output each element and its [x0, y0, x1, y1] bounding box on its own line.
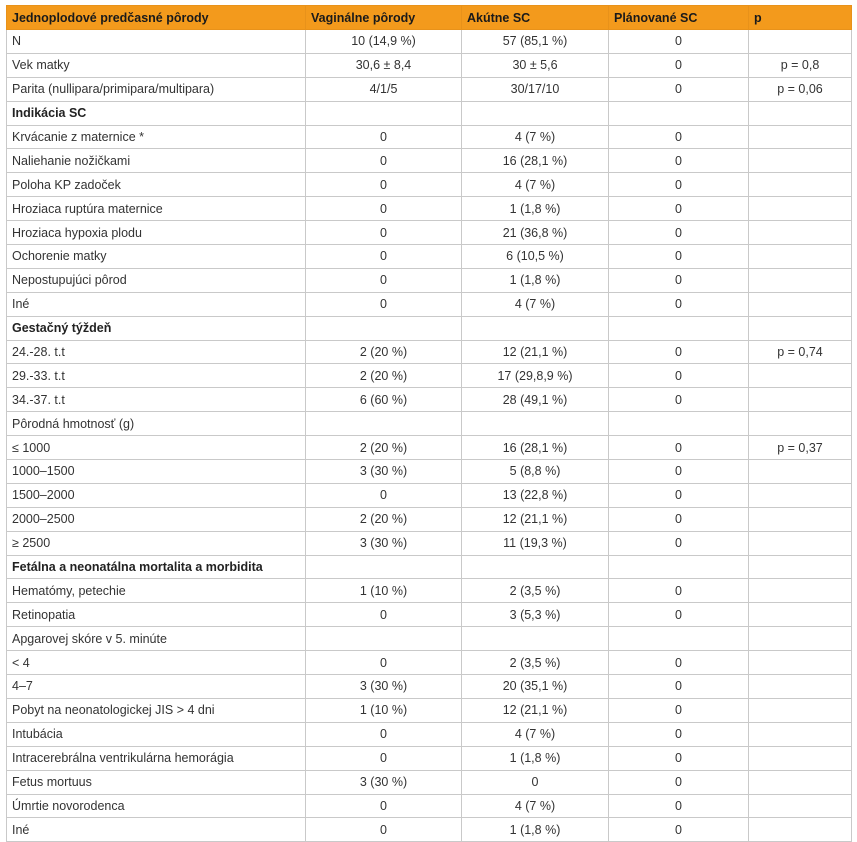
cell-acute-sc: 1 (1,8 %): [462, 746, 609, 770]
empty-cell: [609, 412, 749, 436]
cell-vaginal: 0: [306, 197, 462, 221]
cell-planned-sc: 0: [609, 483, 749, 507]
row-label: Fetus mortuus: [7, 770, 306, 794]
cell-p-value: [749, 651, 852, 675]
cell-vaginal: 0: [306, 818, 462, 842]
table-row: [7, 197, 852, 221]
empty-cell: [609, 627, 749, 651]
table-row: [7, 245, 852, 269]
cell-vaginal: 0: [306, 268, 462, 292]
cell-vaginal: 10 (14,9 %): [306, 30, 462, 54]
cell-p-value: p = 0,37: [749, 436, 852, 460]
cell-p-value: [749, 364, 852, 388]
empty-cell: [749, 101, 852, 125]
cell-acute-sc: 12 (21,1 %): [462, 507, 609, 531]
cell-acute-sc: 57 (85,1 %): [462, 30, 609, 54]
table-row: [7, 603, 852, 627]
cell-planned-sc: 0: [609, 221, 749, 245]
table-row: [7, 173, 852, 197]
cell-planned-sc: 0: [609, 77, 749, 101]
header-group: Jednoplodové predčasné pôrody: [7, 6, 306, 30]
cell-p-value: [749, 197, 852, 221]
table-row: [7, 746, 852, 770]
row-label: 1500–2000: [7, 483, 306, 507]
table-row: [7, 794, 852, 818]
row-label: 2000–2500: [7, 507, 306, 531]
cell-planned-sc: 0: [609, 818, 749, 842]
empty-cell: [306, 412, 462, 436]
section-row: [7, 101, 852, 125]
empty-cell: [306, 627, 462, 651]
cell-p-value: [749, 292, 852, 316]
cell-vaginal: 3 (30 %): [306, 531, 462, 555]
cell-p-value: [749, 268, 852, 292]
cell-vaginal: 2 (20 %): [306, 436, 462, 460]
section-label: Indikácia SC: [7, 101, 306, 125]
row-label: 24.-28. t.t: [7, 340, 306, 364]
cell-p-value: [749, 30, 852, 54]
cell-acute-sc: 5 (8,8 %): [462, 460, 609, 484]
cell-p-value: [749, 531, 852, 555]
empty-cell: [306, 555, 462, 579]
cell-acute-sc: 12 (21,1 %): [462, 340, 609, 364]
table-row: [7, 436, 852, 460]
table-row: [7, 292, 852, 316]
cell-planned-sc: 0: [609, 651, 749, 675]
section-row: [7, 316, 852, 340]
cell-p-value: [749, 245, 852, 269]
table-row: [7, 507, 852, 531]
header-vaginal: Vaginálne pôrody: [306, 6, 462, 30]
cell-acute-sc: 3 (5,3 %): [462, 603, 609, 627]
table-row: [7, 531, 852, 555]
cell-acute-sc: 1 (1,8 %): [462, 268, 609, 292]
row-label: Intubácia: [7, 722, 306, 746]
row-label: Úmrtie novorodenca: [7, 794, 306, 818]
table-row: [7, 770, 852, 794]
cell-p-value: [749, 460, 852, 484]
cell-acute-sc: 20 (35,1 %): [462, 675, 609, 699]
table-row: [7, 149, 852, 173]
table-body: [7, 30, 852, 842]
cell-p-value: [749, 483, 852, 507]
row-label: N: [7, 30, 306, 54]
cell-planned-sc: 0: [609, 173, 749, 197]
table-row: [7, 364, 852, 388]
cell-vaginal: 0: [306, 245, 462, 269]
cell-p-value: [749, 603, 852, 627]
cell-acute-sc: 2 (3,5 %): [462, 651, 609, 675]
row-label: Naliehanie nožičkami: [7, 149, 306, 173]
empty-cell: [462, 316, 609, 340]
empty-cell: [749, 555, 852, 579]
header-acute-sc: Akútne SC: [462, 6, 609, 30]
cell-acute-sc: 4 (7 %): [462, 125, 609, 149]
cell-acute-sc: 4 (7 %): [462, 292, 609, 316]
section-label: Fetálna a neonatálna mortalita a morbidita: [7, 555, 306, 579]
row-label: Hematómy, petechie: [7, 579, 306, 603]
row-label: Krvácanie z maternice *: [7, 125, 306, 149]
cell-p-value: [749, 507, 852, 531]
cell-acute-sc: 2 (3,5 %): [462, 579, 609, 603]
cell-vaginal: 2 (20 %): [306, 364, 462, 388]
cell-planned-sc: 0: [609, 794, 749, 818]
cell-planned-sc: 0: [609, 149, 749, 173]
cell-acute-sc: 16 (28,1 %): [462, 149, 609, 173]
cell-vaginal: 0: [306, 221, 462, 245]
cell-planned-sc: 0: [609, 245, 749, 269]
cell-acute-sc: 0: [462, 770, 609, 794]
empty-cell: [609, 555, 749, 579]
table-row: [7, 77, 852, 101]
table-row: [7, 579, 852, 603]
cell-p-value: [749, 388, 852, 412]
empty-cell: [306, 101, 462, 125]
table-row: [7, 221, 852, 245]
cell-acute-sc: 30 ± 5,6: [462, 53, 609, 77]
empty-cell: [306, 316, 462, 340]
cell-planned-sc: 0: [609, 675, 749, 699]
row-label: Intracerebrálna ventrikulárna hemorágia: [7, 746, 306, 770]
cell-acute-sc: 17 (29,8,9 %): [462, 364, 609, 388]
row-label: Ochorenie matky: [7, 245, 306, 269]
row-label: 1000–1500: [7, 460, 306, 484]
cell-planned-sc: 0: [609, 531, 749, 555]
row-label: 4–7: [7, 675, 306, 699]
section-row: [7, 555, 852, 579]
cell-planned-sc: 0: [609, 30, 749, 54]
cell-vaginal: 3 (30 %): [306, 770, 462, 794]
cell-planned-sc: 0: [609, 292, 749, 316]
cell-p-value: [749, 675, 852, 699]
empty-cell: [749, 627, 852, 651]
cell-acute-sc: 30/17/10: [462, 77, 609, 101]
cell-planned-sc: 0: [609, 770, 749, 794]
subheader-label: Apgarovej skóre v 5. minúte: [7, 627, 306, 651]
cell-acute-sc: 12 (21,1 %): [462, 698, 609, 722]
table-row: [7, 125, 852, 149]
cell-p-value: p = 0,8: [749, 53, 852, 77]
empty-cell: [609, 316, 749, 340]
table-row: [7, 30, 852, 54]
cell-vaginal: 0: [306, 603, 462, 627]
cell-vaginal: 30,6 ± 8,4: [306, 53, 462, 77]
cell-vaginal: 0: [306, 722, 462, 746]
cell-planned-sc: 0: [609, 53, 749, 77]
table-row: [7, 651, 852, 675]
cell-p-value: p = 0,74: [749, 340, 852, 364]
cell-p-value: p = 0,06: [749, 77, 852, 101]
table-row: [7, 460, 852, 484]
table-row: [7, 53, 852, 77]
header-planned-sc: Plánované SC: [609, 6, 749, 30]
row-label: ≥ 2500: [7, 531, 306, 555]
row-label: Hroziaca ruptúra maternice: [7, 197, 306, 221]
table-row: [7, 388, 852, 412]
cell-vaginal: 0: [306, 794, 462, 818]
cell-acute-sc: 21 (36,8 %): [462, 221, 609, 245]
row-label: Hroziaca hypoxia plodu: [7, 221, 306, 245]
cell-p-value: [749, 698, 852, 722]
cell-acute-sc: 11 (19,3 %): [462, 531, 609, 555]
cell-vaginal: 6 (60 %): [306, 388, 462, 412]
cell-planned-sc: 0: [609, 388, 749, 412]
cell-vaginal: 0: [306, 483, 462, 507]
cell-acute-sc: 1 (1,8 %): [462, 818, 609, 842]
cell-acute-sc: 6 (10,5 %): [462, 245, 609, 269]
cell-acute-sc: 1 (1,8 %): [462, 197, 609, 221]
cell-planned-sc: 0: [609, 722, 749, 746]
cell-vaginal: 0: [306, 149, 462, 173]
cell-acute-sc: 16 (28,1 %): [462, 436, 609, 460]
table-row: [7, 818, 852, 842]
cell-acute-sc: 13 (22,8 %): [462, 483, 609, 507]
row-label: Pobyt na neonatologickej JIS > 4 dni: [7, 698, 306, 722]
cell-p-value: [749, 173, 852, 197]
cell-p-value: [749, 794, 852, 818]
cell-planned-sc: 0: [609, 603, 749, 627]
cell-planned-sc: 0: [609, 507, 749, 531]
row-label: ≤ 1000: [7, 436, 306, 460]
cell-acute-sc: 4 (7 %): [462, 722, 609, 746]
cell-acute-sc: 4 (7 %): [462, 173, 609, 197]
cell-p-value: [749, 770, 852, 794]
header-p-value: p: [749, 6, 852, 30]
cell-planned-sc: 0: [609, 125, 749, 149]
row-label: 34.-37. t.t: [7, 388, 306, 412]
empty-cell: [462, 101, 609, 125]
cell-vaginal: 2 (20 %): [306, 507, 462, 531]
cell-vaginal: 4/1/5: [306, 77, 462, 101]
outcomes-table: [6, 5, 852, 842]
cell-acute-sc: 4 (7 %): [462, 794, 609, 818]
row-label: Nepostupujúci pôrod: [7, 268, 306, 292]
cell-planned-sc: 0: [609, 746, 749, 770]
table-header-row: [7, 6, 852, 30]
cell-vaginal: 3 (30 %): [306, 460, 462, 484]
cell-planned-sc: 0: [609, 436, 749, 460]
cell-vaginal: 0: [306, 746, 462, 770]
empty-cell: [749, 412, 852, 436]
cell-p-value: [749, 818, 852, 842]
cell-p-value: [749, 125, 852, 149]
cell-planned-sc: 0: [609, 698, 749, 722]
row-label: Vek matky: [7, 53, 306, 77]
cell-p-value: [749, 221, 852, 245]
cell-vaginal: 0: [306, 292, 462, 316]
cell-p-value: [749, 746, 852, 770]
subheader-row: [7, 627, 852, 651]
table-row: [7, 340, 852, 364]
table-row: [7, 268, 852, 292]
cell-p-value: [749, 579, 852, 603]
cell-planned-sc: 0: [609, 197, 749, 221]
table-row: [7, 483, 852, 507]
cell-p-value: [749, 149, 852, 173]
cell-vaginal: 0: [306, 173, 462, 197]
table-row: [7, 675, 852, 699]
cell-vaginal: 2 (20 %): [306, 340, 462, 364]
cell-planned-sc: 0: [609, 340, 749, 364]
cell-vaginal: 0: [306, 125, 462, 149]
cell-acute-sc: 28 (49,1 %): [462, 388, 609, 412]
table-row: [7, 722, 852, 746]
cell-vaginal: 1 (10 %): [306, 579, 462, 603]
empty-cell: [749, 316, 852, 340]
table-row: [7, 698, 852, 722]
row-label: < 4: [7, 651, 306, 675]
row-label: Parita (nullipara/primipara/multipara): [7, 77, 306, 101]
cell-p-value: [749, 722, 852, 746]
row-label: Poloha KP zadoček: [7, 173, 306, 197]
cell-planned-sc: 0: [609, 268, 749, 292]
subheader-row: [7, 412, 852, 436]
cell-planned-sc: 0: [609, 579, 749, 603]
empty-cell: [462, 627, 609, 651]
row-label: 29.-33. t.t: [7, 364, 306, 388]
subheader-label: Pôrodná hmotnosť (g): [7, 412, 306, 436]
empty-cell: [462, 555, 609, 579]
cell-vaginal: 0: [306, 651, 462, 675]
empty-cell: [462, 412, 609, 436]
cell-planned-sc: 0: [609, 460, 749, 484]
cell-planned-sc: 0: [609, 364, 749, 388]
section-label: Gestačný týždeň: [7, 316, 306, 340]
cell-vaginal: 3 (30 %): [306, 675, 462, 699]
empty-cell: [609, 101, 749, 125]
row-label: Iné: [7, 292, 306, 316]
row-label: Retinopatia: [7, 603, 306, 627]
row-label: Iné: [7, 818, 306, 842]
cell-vaginal: 1 (10 %): [306, 698, 462, 722]
